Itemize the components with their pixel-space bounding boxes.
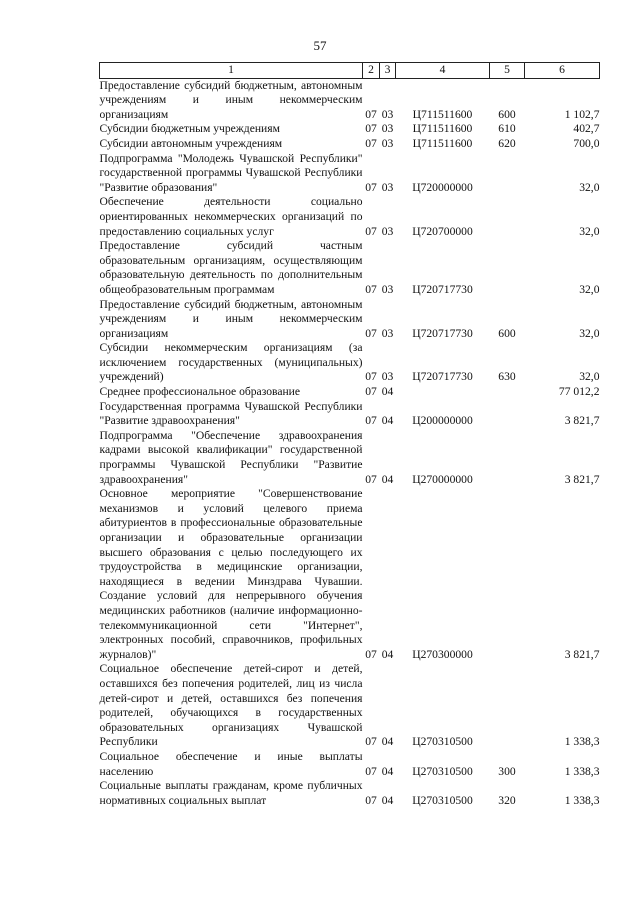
section-code: 07 xyxy=(365,735,377,749)
section-code: 07 xyxy=(365,385,377,399)
item-name: Предоставление субсидий бюджетным, автономным учреждениям и иным некоммерческим организациям xyxy=(99,78,363,121)
section-code: 07 xyxy=(365,224,377,238)
table-row xyxy=(100,662,600,750)
table-row xyxy=(100,239,600,297)
item-name: Обеспечение деятельности социально ориентированных некоммерческих организаций по предоставлению социальных услуг xyxy=(99,195,363,238)
target-article-code: Ц270310500 xyxy=(412,735,473,749)
amount: 700,0 xyxy=(573,136,600,150)
table-row xyxy=(100,152,600,196)
section-code: 07 xyxy=(365,472,377,486)
expense-type-code xyxy=(490,385,525,400)
expense-type-code xyxy=(490,400,525,429)
amount: 32,0 xyxy=(579,326,600,340)
section-code: 07 xyxy=(365,414,377,428)
amount: 1 338,3 xyxy=(564,764,600,778)
section-code: 07 xyxy=(365,793,377,807)
subsection-code: 03 xyxy=(381,136,394,150)
amount: 1 338,3 xyxy=(564,793,600,807)
target-article-code: Ц711511600 xyxy=(412,122,473,136)
table-row xyxy=(100,137,600,152)
subsection-code: 03 xyxy=(381,122,394,136)
section-code: 07 xyxy=(365,647,377,661)
header-row xyxy=(100,63,600,79)
expense-type-code xyxy=(490,239,525,297)
target-article-code: Ц720717730 xyxy=(412,370,473,384)
item-name: Социальное обеспечение и иные выплаты населению xyxy=(99,749,363,778)
budget-table xyxy=(99,62,600,808)
table-row xyxy=(100,779,600,808)
section-code: 07 xyxy=(365,282,377,296)
table-row xyxy=(100,195,600,239)
section-code: 07 xyxy=(365,764,377,778)
header-col-2: 2 xyxy=(363,63,380,79)
amount: 402,7 xyxy=(573,122,600,136)
target-article-code: Ц720700000 xyxy=(412,224,473,238)
section-code: 07 xyxy=(365,107,377,121)
item-name: Социальные выплаты гражданам, кроме публичных нормативных социальных выплат xyxy=(99,779,363,807)
expense-type-code: 600 xyxy=(498,326,516,340)
subsection-code: 04 xyxy=(381,647,394,661)
item-name: Предоставление субсидий частным образовательным организациям, осуществляющим образовательную деятельность по дополнительным общеобразовательным программам xyxy=(99,239,363,296)
subsection-code: 04 xyxy=(381,764,394,778)
expense-type-code: 300 xyxy=(498,764,516,778)
subsection-code: 04 xyxy=(381,414,394,428)
item-name: Подпрограмма "Молодежь Чувашской Республики" государственной программы Чувашской Республики "Развитие образования" xyxy=(99,151,363,194)
header-col-5: 5 xyxy=(490,63,525,79)
subsection-code: 03 xyxy=(381,180,394,194)
amount: 1 102,7 xyxy=(564,107,600,121)
subsection-code: 04 xyxy=(381,735,394,749)
amount: 32,0 xyxy=(579,282,600,296)
expense-type-code xyxy=(490,662,525,750)
amount: 3 821,7 xyxy=(564,414,600,428)
section-code: 07 xyxy=(365,370,377,384)
header-col-3: 3 xyxy=(380,63,396,79)
table-row xyxy=(100,122,600,137)
header-col-4: 4 xyxy=(396,63,490,79)
item-name: Субсидии бюджетным учреждениям xyxy=(99,122,280,136)
subsection-code: 03 xyxy=(381,282,394,296)
section-code: 07 xyxy=(365,122,377,136)
page-number: 57 xyxy=(313,38,327,53)
item-name: Субсидии некоммерческим организациям (за исключением государственных (муниципальных) учреждений) xyxy=(99,341,363,384)
expense-type-code: 630 xyxy=(498,370,516,384)
section-code: 07 xyxy=(365,136,377,150)
expense-type-code xyxy=(490,429,525,487)
expense-type-code: 620 xyxy=(498,136,516,150)
subsection-code: 04 xyxy=(381,472,394,486)
subsection-code: 03 xyxy=(381,224,394,238)
table-row xyxy=(100,400,600,429)
amount: 3 821,7 xyxy=(564,647,600,661)
item-name: Субсидии автономным учреждениям xyxy=(99,136,283,150)
table-row xyxy=(100,429,600,487)
section-code: 07 xyxy=(365,180,377,194)
target-article-code: Ц711511600 xyxy=(412,107,473,121)
item-name: Социальное обеспечение детей-сирот и детей, оставшихся без попечения родителей, лиц из числа детей-сирот и детей, оставшихся без попечения родителей, обучающихся в государственных образовательных организациях Чувашской Республики xyxy=(99,662,363,749)
amount: 1 338,3 xyxy=(564,735,600,749)
section-code: 07 xyxy=(365,326,377,340)
amount: 32,0 xyxy=(579,370,600,384)
table-row xyxy=(100,385,600,400)
item-name: Основное мероприятие "Совершенствование механизмов и условий целевого приема абитуриентов в профессиональные образовательные организации и образовательные организации высшего образования с целью последующего их трудоустройства в медицинские организации, находящиеся в ведении Минздрава Чувашии. Создание условий для непрерывного обучения медицинских работников (наличие информационно-телекоммуникационной сети "Интернет", электронных пособий, справочников, профильных журналов)" xyxy=(99,487,363,661)
amount: 32,0 xyxy=(579,180,600,194)
target-article-code: Ц270300000 xyxy=(412,647,473,661)
item-name: Подпрограмма "Обеспечение здравоохранения кадрами высокой квалификации" государственной программы Чувашской Республики "Развитие здравоохранения" xyxy=(99,428,363,486)
subsection-code: 04 xyxy=(381,385,394,399)
table-row xyxy=(100,341,600,385)
expense-type-code xyxy=(490,195,525,239)
target-article-code xyxy=(396,385,490,400)
item-name: Среднее профессиональное образование xyxy=(99,385,301,399)
item-name: Предоставление субсидий бюджетным, автономным учреждениям и иным некоммерческим организациям xyxy=(99,297,363,340)
target-article-code: Ц711511600 xyxy=(412,136,473,150)
expense-type-code: 320 xyxy=(498,793,516,807)
table-row xyxy=(100,487,600,662)
item-name: Государственная программа Чувашской Республики "Развитие здравоохранения" xyxy=(99,399,363,428)
table-row xyxy=(100,750,600,779)
header-col-1: 1 xyxy=(100,63,363,79)
target-article-code: Ц270000000 xyxy=(412,472,473,486)
subsection-code: 04 xyxy=(381,793,394,807)
expense-type-code: 610 xyxy=(498,122,516,136)
subsection-code: 03 xyxy=(381,326,394,340)
amount: 77 012,2 xyxy=(558,385,600,399)
table-row xyxy=(100,78,600,122)
target-article-code: Ц720717730 xyxy=(412,326,473,340)
target-article-code: Ц720717730 xyxy=(412,282,473,296)
subsection-code: 03 xyxy=(381,107,394,121)
subsection-code: 03 xyxy=(381,370,394,384)
target-article-code: Ц720000000 xyxy=(412,180,473,194)
target-article-code: Ц270310500 xyxy=(412,764,473,778)
table-row xyxy=(100,298,600,342)
amount: 3 821,7 xyxy=(564,472,600,486)
amount: 32,0 xyxy=(579,224,600,238)
expense-type-code xyxy=(490,487,525,662)
target-article-code: Ц270310500 xyxy=(412,793,473,807)
target-article-code: Ц200000000 xyxy=(412,414,473,428)
header-col-6: 6 xyxy=(525,63,600,79)
expense-type-code: 600 xyxy=(498,107,516,121)
expense-type-code xyxy=(490,152,525,196)
